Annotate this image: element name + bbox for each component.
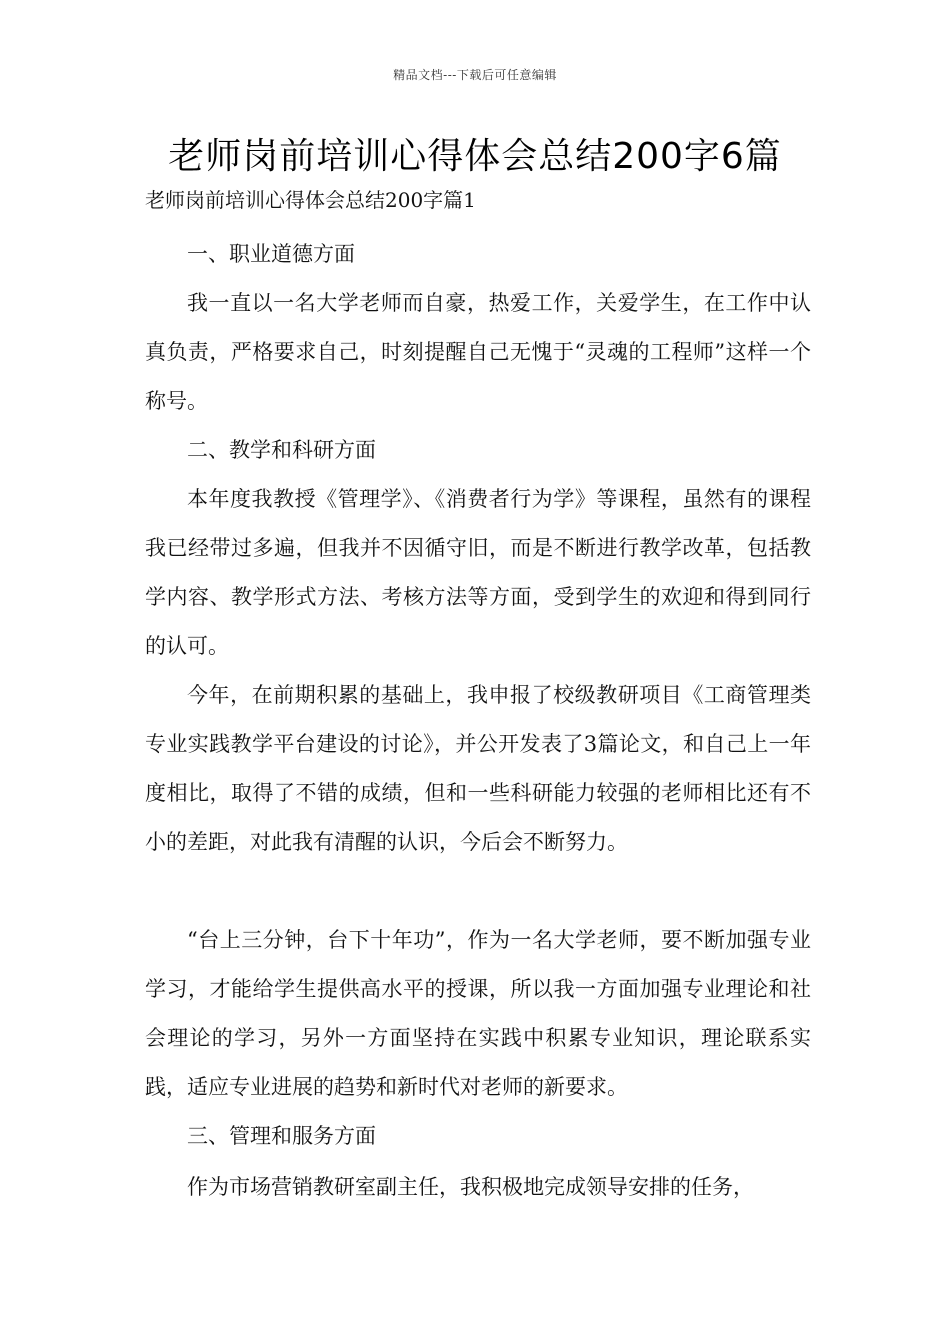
paragraph-study: “台上三分钟，台下十年功”，作为一名大学老师，要不断加强专业学习，才能给学生提供高水平的授课，所以我一方面加强专业理论和社会理论的学习，另外一方面坚持在实践中积累专业知识，理论联系实践，适应专业进展的趋势和新时代对老师的新要求。 [145,928,811,1099]
paragraph-ethics: 我一直以一名大学老师而自豪，热爱工作，关爱学生，在工作中认真负责，严格要求自己，时刻提醒自己无愧于“灵魂的工程师”这样一个称号。 [145,291,811,413]
section-heading-teaching: 二、教学和科研方面 [187,438,376,462]
paragraph-teaching: 本年度我教授《管理学》、《消费者行为学》等课程，虽然有的课程我已经带过多遍，但我并不因循守旧，而是不断进行教学改革，包括教学内容、教学形式方法、考核方法等方面，受到学生的欢迎和得到同行的认可。 [145,487,811,658]
blank-line [145,867,811,916]
paragraph-management: 作为市场营销教研室副主任，我积极地完成领导安排的任务， [187,1175,754,1199]
section-heading-ethics: 一、职业道德方面 [187,242,355,266]
paragraph-research: 今年，在前期积累的基础上，我申报了校级教研项目《工商管理类专业实践教学平台建设的讨论》，并公开发表了3篇论文，和自己上一年度相比，取得了不错的成绩，但和一些科研能力较强的老师相比还有不小的差距，对此我有清醒的认识，今后会不断努力。 [145,683,811,854]
document-title: 老师岗前培训心得体会总结200字6篇 [168,136,782,177]
header-note: 精品文档---下载后可任意编辑 [393,68,557,82]
section-subtitle: 老师岗前培训心得体会总结200字篇1 [145,188,476,212]
document-body [145,180,811,1212]
section-heading-management: 三、管理和服务方面 [187,1124,376,1148]
